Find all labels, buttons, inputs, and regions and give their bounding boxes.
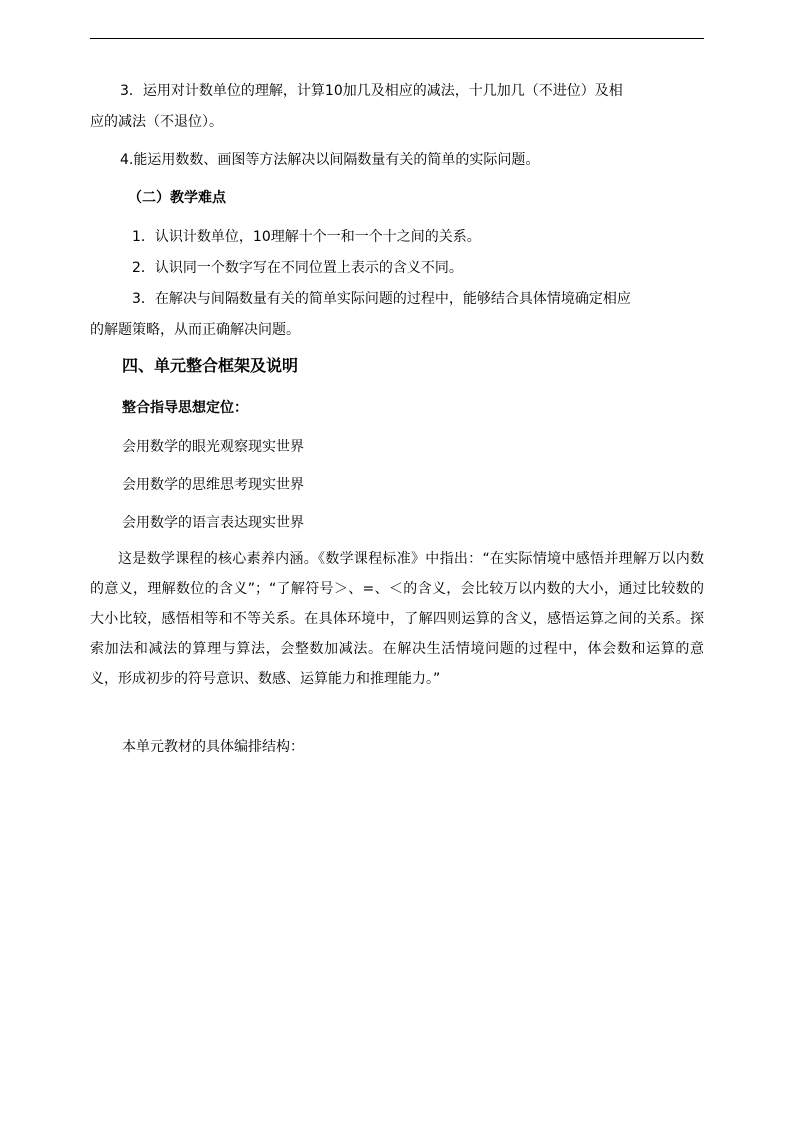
objective-4: 4.能运用数数、画图等方法解决以间隔数量有关的简单的实际问题。 [120,152,540,168]
section-4-heading: 四、单元整合框架及说明 [122,356,299,375]
header-rule [90,38,704,39]
guide-item-3: 会用数学的语言表达现实世界 [122,515,304,531]
difficulty-item-3-line-1: 3．在解决与间隔数量有关的简单实际问题的过程中，能够结合具体情境确定相应 [132,291,631,307]
objective-3-line-1: 3．运用对计数单位的理解，计算10加几及相应的减法，十几加几（不进位）及相 [120,83,623,99]
difficulty-item-1: 1．认识计数单位，10理解十个一和一个十之间的关系。 [132,229,481,245]
guide-heading: 整合指导思想定位： [122,400,248,416]
guide-item-2: 会用数学的思维思考现实世界 [122,477,304,493]
difficulty-item-2: 2．认识同一个数字写在不同位置上表示的含义不同。 [132,260,463,276]
difficulty-item-3-line-2: 的解题策略，从而正确解决问题。 [90,322,300,338]
difficulty-heading: （二）教学难点 [128,190,226,206]
guide-item-1: 会用数学的眼光观察现实世界 [122,439,304,455]
core-literacy-paragraph: 这是数学课程的核心素养内涵。《数学课程标准》中指出：“在实际情境中感悟并理解万以内数的意义，理解数位的含义”；“了解符号＞、=、＜的含义，会比较万以内数的大小，通过比较数的大小比较，感悟相等和不等关系。在具体环境中，了解四则运算的含义，感悟运算之间的关系。探索加法和减法的算理与算法，会整数加减法。在解决生活情境问题的过程中，体会数和运算的意义，形成初步的符号意识、数感、运算能力和推理能力。” [90,551,704,687]
objective-3-line-2: 应的减法（不退位）。 [90,114,223,130]
structure-intro: 本单元教材的具体编排结构： [122,739,304,755]
